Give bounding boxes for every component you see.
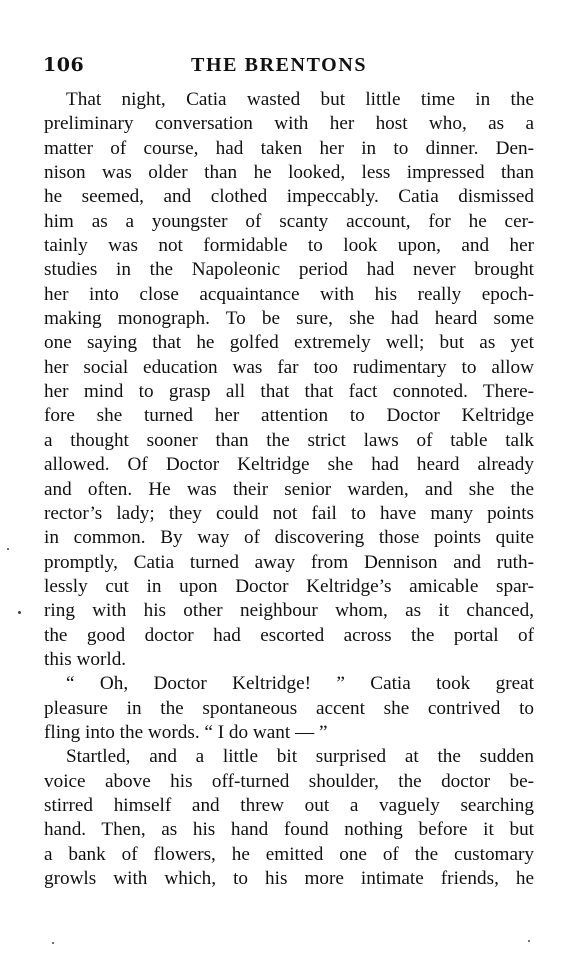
text-line: making monograph. To be sure, she had heard some — [44, 308, 534, 330]
scan-speck — [528, 940, 530, 942]
text-line: studies in the Napoleonic period had never brought — [44, 259, 534, 281]
text-line: a bank of flowers, he emitted one of the customary — [44, 843, 534, 865]
text-line: voice above his off-turned shoulder, the doctor be- — [44, 770, 534, 792]
text-line: a thought sooner than the strict laws of table talk — [44, 429, 534, 451]
text-line: in common. By way of discovering those points quite — [44, 527, 534, 549]
text-line: stirred himself and threw out a vaguely searching — [44, 794, 534, 816]
scan-speck — [18, 611, 21, 614]
scan-speck — [7, 548, 9, 550]
text-line: hand. Then, as his hand found nothing before it but — [44, 819, 534, 841]
running-head — [43, 54, 533, 78]
text-line: one saying that he golfed extremely well; but as yet — [44, 332, 534, 354]
text-line: lessly cut in upon Doctor Keltridge’s amicable spar- — [44, 575, 534, 597]
book-title: THE BRENTONS — [191, 54, 368, 76]
scan-speck — [52, 942, 54, 944]
text-line: this world. — [44, 648, 127, 670]
text-line: fling into the words. “ I do want — ” — [44, 721, 328, 743]
text-line: growls with which, to his more intimate friends, he — [44, 868, 534, 889]
text-line: allowed. Of Doctor Keltridge she had heard already — [44, 454, 534, 476]
text-line: matter of course, had taken her in to dinner. Den- — [44, 137, 534, 159]
text-line: her social education was far too rudimentary to allow — [44, 356, 534, 378]
text-line: preliminary conversation with her host who, as a — [44, 113, 534, 135]
body-text — [44, 88, 534, 891]
text-line: and often. He was their senior warden, and she the — [44, 478, 534, 500]
text-line: rector’s lady; they could not fail to have many points — [44, 502, 534, 524]
text-line: That night, Catia wasted but little time in the — [66, 89, 534, 110]
text-line: Startled, and a little bit surprised at the sudden — [66, 746, 534, 768]
text-line: her into close acquaintance with his really epoch- — [44, 283, 534, 305]
text-line: he seemed, and clothed impeccably. Catia dismissed — [44, 186, 534, 208]
text-line: fore she turned her attention to Doctor Keltridge — [44, 405, 534, 427]
text-line: nison was older than he looked, less impressed than — [44, 162, 534, 184]
text-line: ring with his other neighbour whom, as it chanced, — [44, 600, 534, 622]
text-line: tainly was not formidable to look upon, and her — [44, 235, 534, 257]
text-line: pleasure in the spontaneous accent she contrived to — [44, 697, 534, 719]
text-line: promptly, Catia turned away from Dennison and ruth- — [44, 551, 534, 573]
text-line: the good doctor had escorted across the portal of — [44, 624, 534, 646]
text-line: him as a youngster of scanty account, for he cer- — [44, 210, 534, 232]
text-line: her mind to grasp all that that fact connoted. There- — [44, 381, 534, 403]
text-line: “ Oh, Doctor Keltridge! ” Catia took great — [66, 673, 534, 695]
page-number: 106 — [43, 54, 85, 76]
